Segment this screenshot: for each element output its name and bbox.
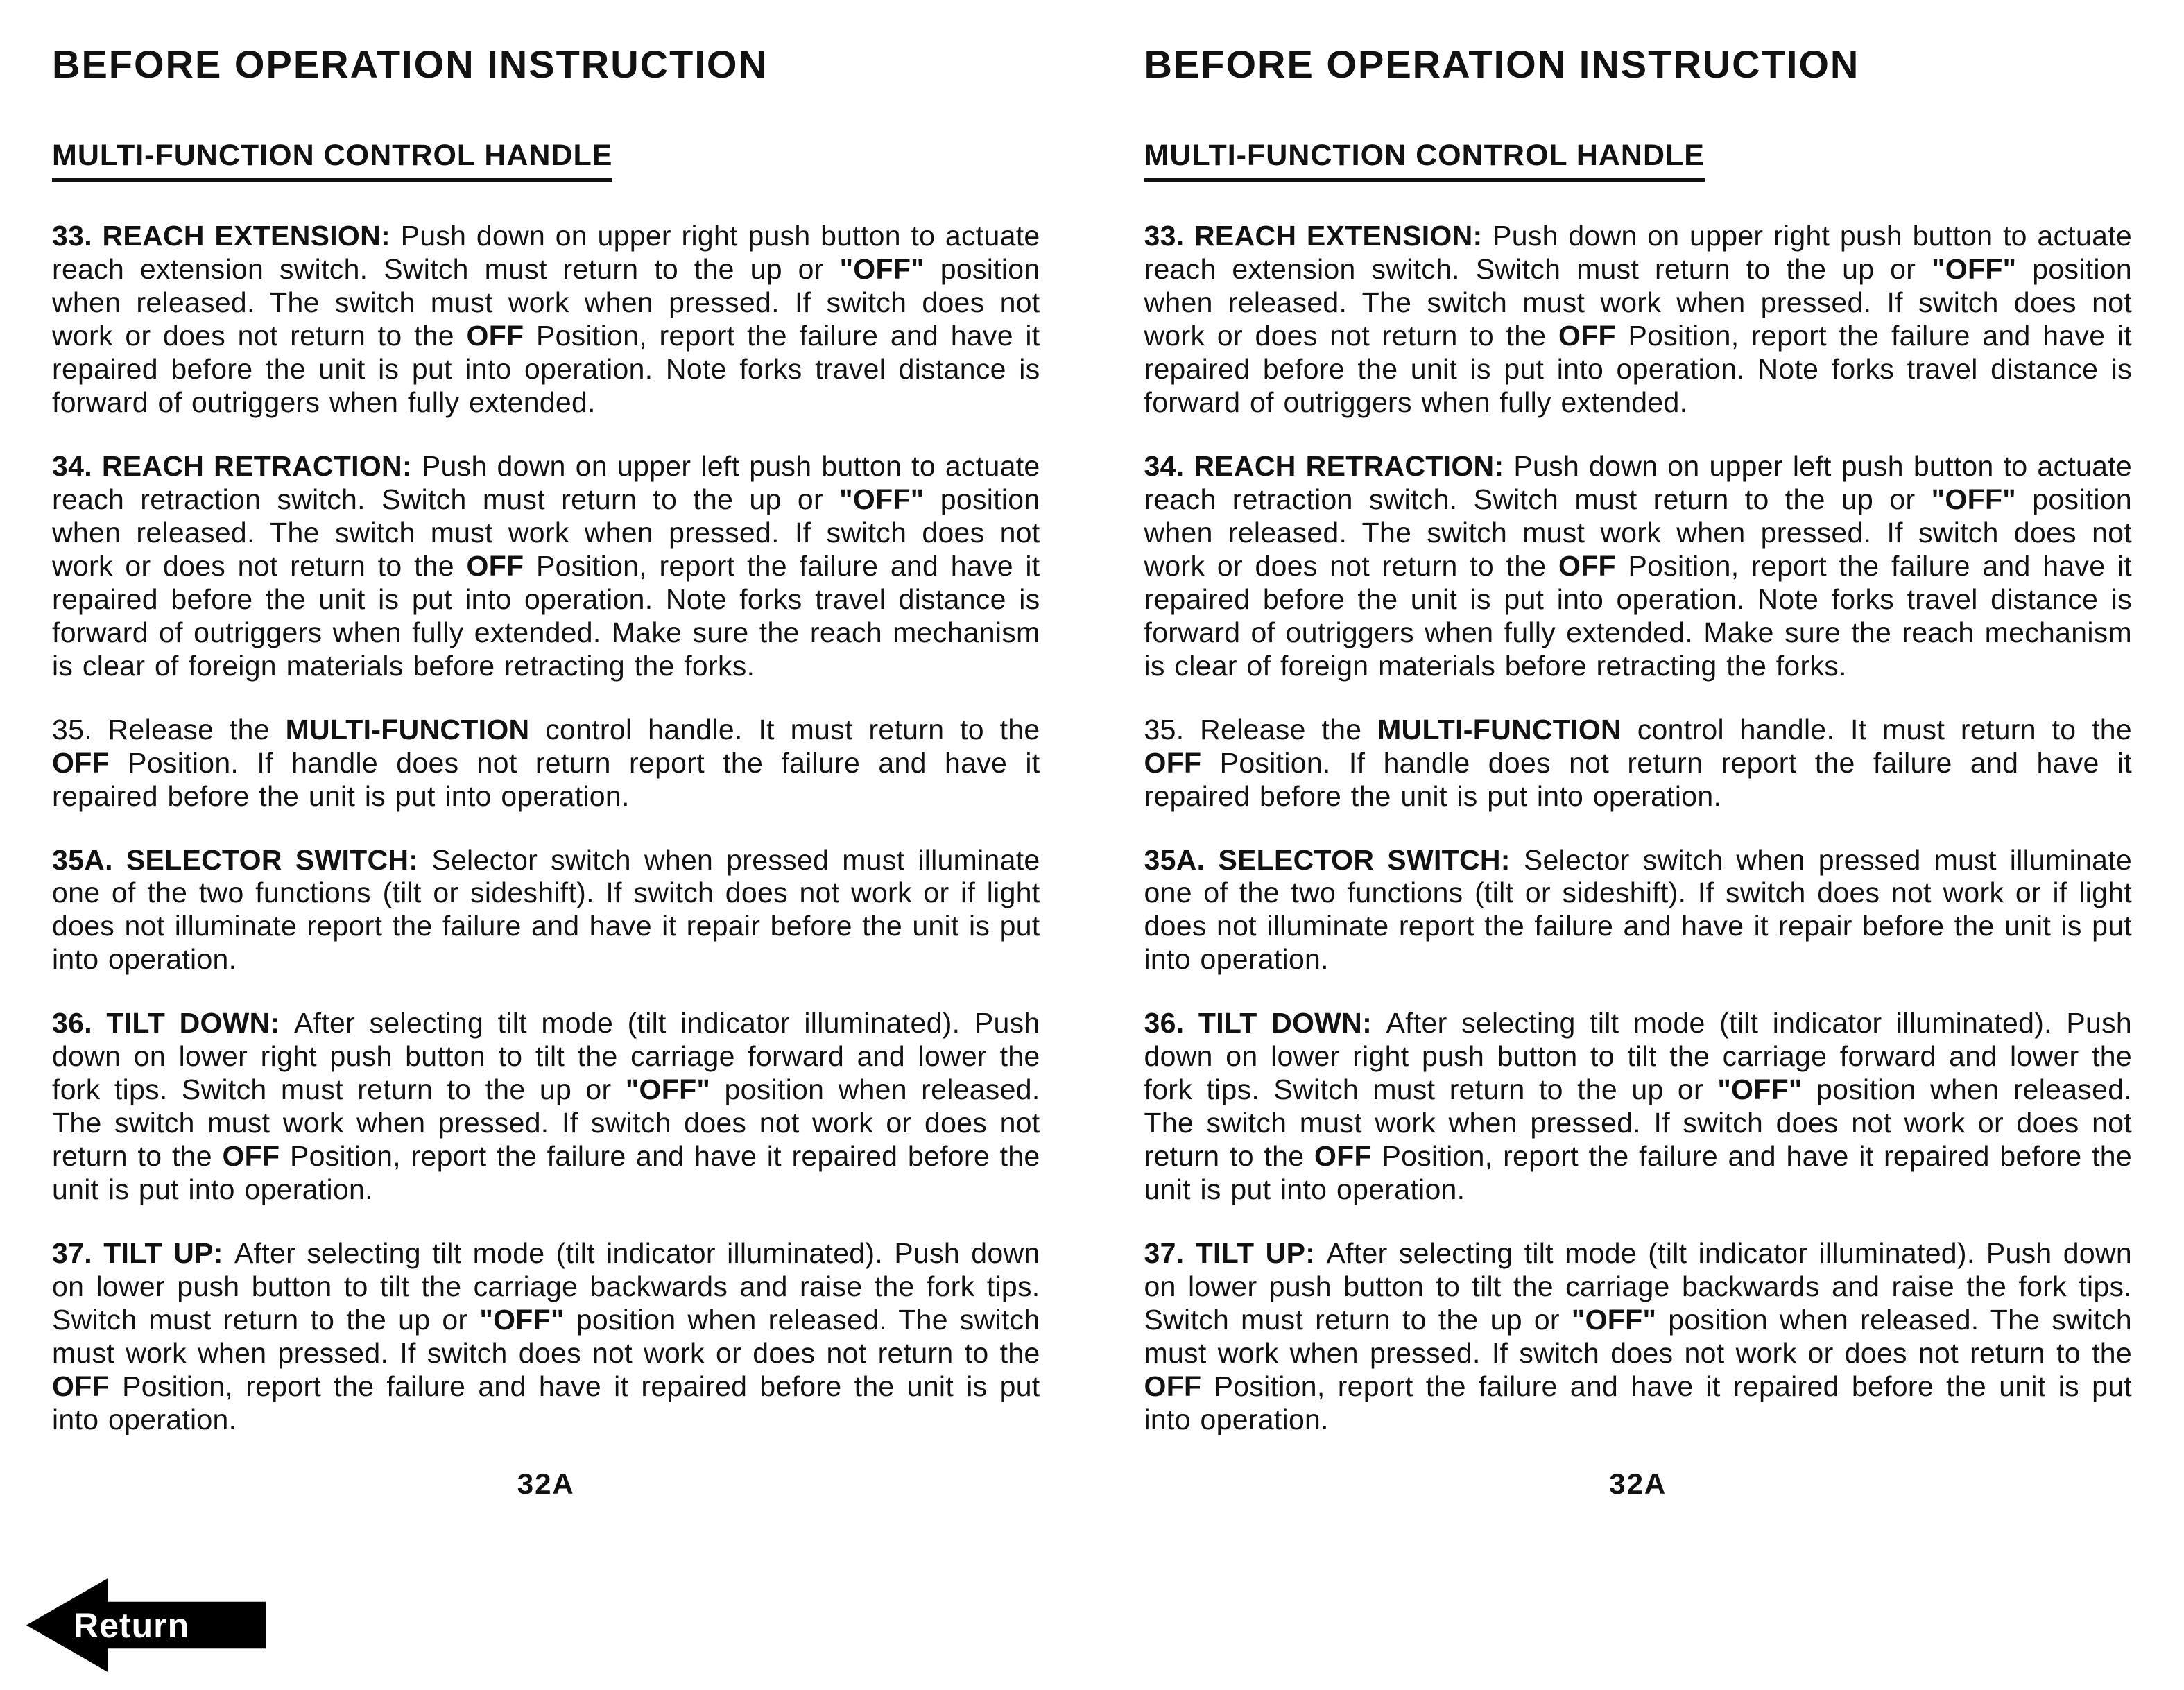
section-heading (52, 139, 1040, 182)
section-heading (1144, 139, 2133, 182)
instruction-item-bold-text: 33. REACH EXTENSION: (1144, 220, 1493, 252)
return-button-label: Return (74, 1605, 190, 1645)
instruction-item-text: Position, report the failure and have it repaired before the unit is put into operation. (1144, 1370, 2132, 1436)
instruction-list (1144, 220, 2133, 1437)
instruction-item-bold-text: "OFF" (1717, 1074, 1803, 1106)
instruction-item-bold-text: MULTI-FUNCTION (1377, 713, 1622, 745)
instruction-item-bold-text: OFF (1558, 549, 1616, 582)
instruction-item-text: position when released. The switch must work when pressed. If switch does not work or does not return to the (1144, 483, 2132, 582)
instruction-item-text: Position. If handle does not return report the failure and have it repaired before the unit is put into operation. (1144, 746, 2132, 812)
instruction-item-text: After selecting tilt mode (tilt indicator illuminated). Push down on lower push button to tilt the carriage backwards and raise the fork tips. Switch must return to the up or (52, 1237, 1040, 1336)
instruction-item-bold-text: OFF (466, 549, 524, 582)
page-title: BEFORE OPERATION INSTRUCTION (1144, 42, 1860, 86)
instruction-item-bold-text: 37. TILT UP: (1144, 1237, 1327, 1270)
instruction-item-text: Position, report the failure and have it repaired before the unit is put into operation. (52, 1370, 1040, 1436)
instruction-item-text: Push down on upper right push button to actuate reach extension switch. Switch must return to the up or (52, 220, 1040, 285)
instruction-item-text: control handle. It must return to the (1621, 713, 2132, 745)
page-number: 32A (1609, 1467, 1667, 1500)
instruction-item (52, 1007, 1040, 1207)
instruction-item-bold-text: OFF (1314, 1140, 1372, 1173)
instruction-item-text: Selector switch when pressed must illuminate one of the two functions (tilt or sideshift). If switch does not work or if light does not illuminate report the failure and have it repair before the unit is put into operation. (1144, 843, 2132, 976)
instruction-item-text: position when released. The switch must work when pressed. If switch does not work or does not return to the (52, 252, 1040, 352)
instruction-item (52, 714, 1040, 813)
instruction-item (1144, 844, 2133, 977)
section-heading-text: MULTI-FUNCTION CONTROL HANDLE (52, 139, 612, 182)
instruction-item-text: position when released. The switch must work when pressed. If switch does not work or does not return to the (52, 1304, 1040, 1370)
instruction-item-text: After selecting tilt mode (tilt indicator illuminated). Push down on lower right push button to tilt the carriage forward and lower the fork tips. Switch must return to the up or (52, 1007, 1040, 1106)
instruction-item (1144, 220, 2133, 420)
instruction-item-text: Position, report the failure and have it repaired before the unit is put into operation. Note forks travel distance is forward of outriggers when fully extended. (1144, 319, 2132, 418)
instruction-item-bold-text: 36. TILT DOWN: (52, 1007, 295, 1040)
instruction-item-bold-text: 37. TILT UP: (52, 1237, 234, 1270)
page-column-right (1144, 31, 2133, 1501)
instruction-item (1144, 714, 2133, 813)
instruction-item-text: position when released. The switch must work when pressed. If switch does not work or does not return to the (1144, 1304, 2132, 1370)
instruction-item-bold-text: 36. TILT DOWN: (1144, 1007, 1386, 1040)
instruction-item-text: 35. Release the (52, 713, 286, 745)
instruction-item (1144, 450, 2133, 683)
instruction-item-text: position when released. The switch must work when pressed. If switch does not work or does not return to the (1144, 252, 2132, 352)
instruction-item (1144, 1007, 2133, 1207)
instruction-item-text: Position, report the failure and have it repaired before the unit is put into operation. Note forks travel distance is forward of outriggers when fully extended. Make sure the reach mechanism is clear of foreign materials before retracting the forks. (1144, 549, 2132, 682)
instruction-item-bold-text: 35A. SELECTOR SWITCH: (1144, 843, 1524, 876)
instruction-item (52, 220, 1040, 420)
instruction-item-text: After selecting tilt mode (tilt indicator illuminated). Push down on lower push button to tilt the carriage backwards and raise the fork tips. Switch must return to the up or (1144, 1237, 2132, 1336)
instruction-item-bold-text: OFF (466, 319, 524, 352)
instruction-item-text: Selector switch when pressed must illuminate one of the two functions (tilt or sideshift). If switch does not work or if light does not illuminate report the failure and have it repair before the unit is put into operation. (52, 843, 1040, 976)
instruction-item-text: Position, report the failure and have it repaired before the unit is put into operation. Note forks travel distance is forward of outriggers when fully extended. Make sure the reach mechanism is clear of foreign materials before retracting the forks. (52, 549, 1040, 682)
instruction-item-text: position when released. The switch must work when pressed. If switch does not work or does not return to the (1144, 1074, 2133, 1173)
instruction-item-text: After selecting tilt mode (tilt indicator illuminated). Push down on lower right push button to tilt the carriage forward and lower the fork tips. Switch must return to the up or (1144, 1007, 2132, 1106)
page-column-left (52, 31, 1040, 1501)
instruction-item-bold-text: "OFF" (839, 483, 925, 515)
instruction-item-bold-text: OFF (1144, 746, 1202, 779)
section-heading-text: MULTI-FUNCTION CONTROL HANDLE (1144, 139, 1705, 182)
instruction-item-bold-text: "OFF" (1571, 1304, 1657, 1336)
instruction-item (52, 844, 1040, 977)
instruction-item-bold-text: OFF (52, 1370, 110, 1403)
instruction-item-text: Position, report the failure and have it repaired before the unit is put into operation. Note forks travel distance is forward of outriggers when fully extended. (52, 319, 1040, 418)
instruction-item-text: position when released. The switch must work when pressed. If switch does not work or does not return to the (52, 483, 1040, 582)
instruction-item (1144, 1237, 2133, 1437)
instruction-item (52, 450, 1040, 683)
instruction-item-bold-text: "OFF" (479, 1304, 565, 1336)
instruction-list (52, 220, 1040, 1437)
instruction-item-bold-text: 33. REACH EXTENSION: (52, 220, 401, 252)
instruction-item-bold-text: "OFF" (625, 1074, 711, 1106)
instruction-item-bold-text: "OFF" (1931, 483, 2017, 515)
instruction-item-bold-text: OFF (52, 746, 110, 779)
instruction-item-text: Position, report the failure and have it repaired before the unit is put into operation. (1144, 1140, 2132, 1206)
instruction-item-bold-text: OFF (1144, 1370, 1202, 1403)
instruction-item-text: Push down on upper left push button to actuate reach retraction switch. Switch must return to the up or (52, 449, 1040, 515)
instruction-item-bold-text: 34. REACH RETRACTION: (1144, 449, 1514, 482)
instruction-item-bold-text: "OFF" (1932, 252, 2017, 285)
instruction-item-text: position when released. The switch must work when pressed. If switch does not work or does not return to the (52, 1074, 1040, 1173)
instruction-item-bold-text: 35A. SELECTOR SWITCH: (52, 843, 432, 876)
instruction-item-text: Position. If handle does not return report the failure and have it repaired before the unit is put into operation. (52, 746, 1040, 812)
instruction-item (52, 1237, 1040, 1437)
instruction-item-bold-text: "OFF" (839, 252, 925, 285)
instruction-item-text: Push down on upper left push button to actuate reach retraction switch. Switch must return to the up or (1144, 449, 2133, 515)
instruction-item-text: Push down on upper right push button to actuate reach extension switch. Switch must return to the up or (1144, 220, 2132, 285)
instruction-item-bold-text: 34. REACH RETRACTION: (52, 449, 422, 482)
return-button[interactable] (26, 1578, 266, 1672)
page-number: 32A (517, 1467, 575, 1500)
instruction-item-text: 35. Release the (1144, 713, 1378, 745)
instruction-item-bold-text: OFF (222, 1140, 280, 1173)
page-title: BEFORE OPERATION INSTRUCTION (52, 42, 768, 86)
instruction-item-bold-text: OFF (1558, 319, 1616, 352)
instruction-item-text: control handle. It must return to the (529, 713, 1040, 745)
instruction-item-text: Position, report the failure and have it repaired before the unit is put into operation. (52, 1140, 1040, 1206)
instruction-item-bold-text: MULTI-FUNCTION (285, 713, 530, 745)
